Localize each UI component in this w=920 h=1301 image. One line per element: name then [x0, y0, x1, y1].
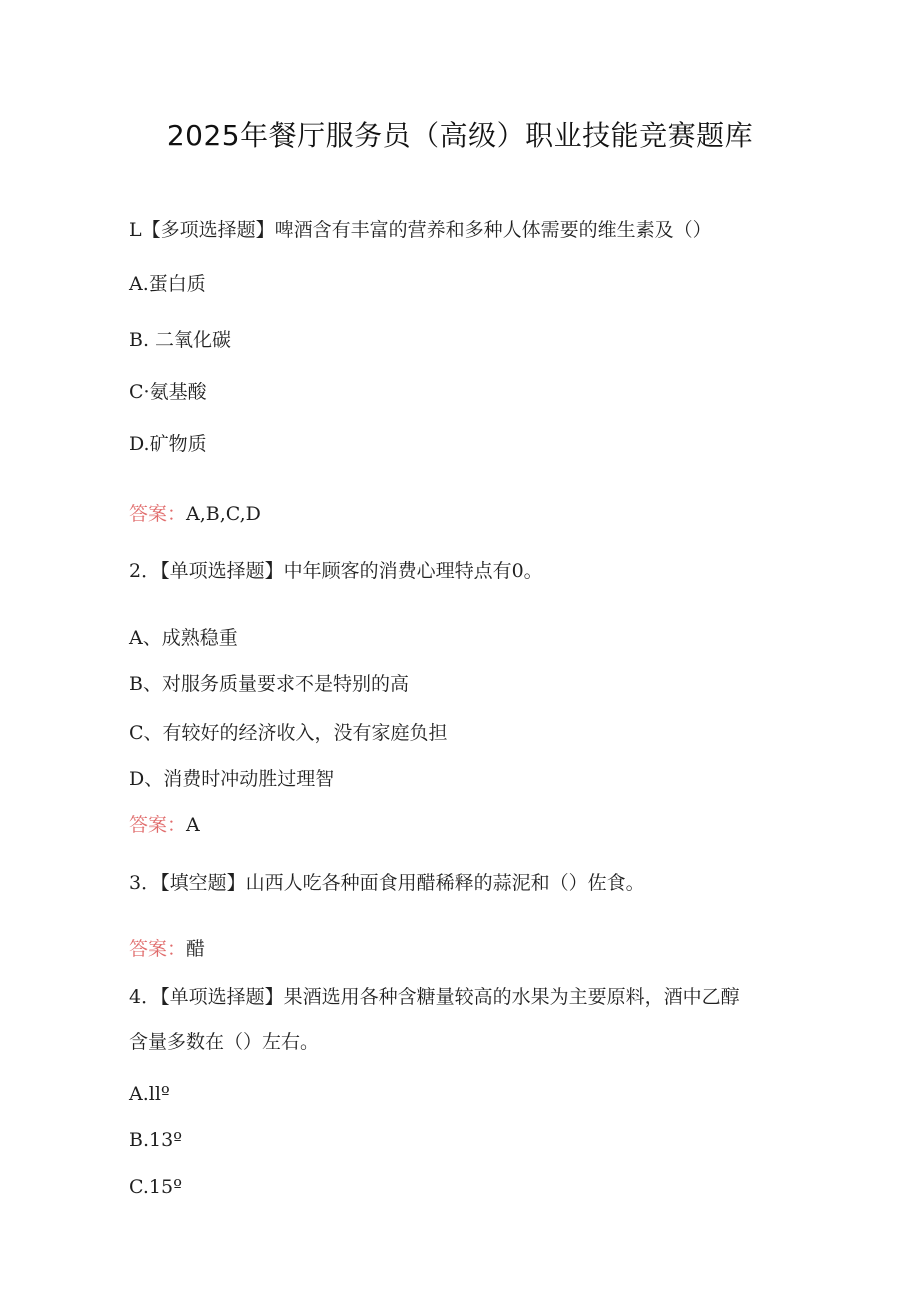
- question-4-option-a: A.llº: [129, 1083, 170, 1105]
- question-4-stem-line-1: 4．【单项选择题】果酒选用各种含糖量较高的水果为主要原料，酒中乙醇: [129, 986, 740, 1008]
- question-2-option-c: C、有较好的经济收入，没有家庭负担: [129, 722, 448, 744]
- question-2-stem: 2．【单项选择题】中年顾客的消费心理特点有0。: [129, 560, 543, 582]
- document-title: 2025年餐厅服务员（高级）职业技能竞赛题库: [166, 119, 754, 152]
- answer-label: 答案：: [129, 938, 187, 960]
- question-3-stem: 3．【填空题】山西人吃各种面食用醋稀释的蒜泥和（）佐食。: [129, 872, 645, 894]
- question-4-option-c: C.15º: [129, 1176, 183, 1198]
- answer-label: 答案：: [129, 503, 187, 525]
- question-1-option-b: B. 二氧化碳: [129, 329, 232, 351]
- answer-label: 答案：: [129, 814, 187, 836]
- question-1-option-c: C·氨基酸: [129, 381, 207, 403]
- answer-value: A: [186, 814, 200, 836]
- question-2-option-a: A、成熟稳重: [129, 627, 238, 649]
- question-4-stem-line-2: 含量多数在（）左右。: [129, 1031, 320, 1053]
- question-2-option-d: D、消费时冲动胜过理智: [129, 768, 335, 790]
- question-1-answer: [129, 500, 261, 528]
- question-4-option-b: B.13º: [129, 1129, 183, 1151]
- question-3-answer: [129, 935, 205, 963]
- question-2-option-b: B、对服务质量要求不是特别的高: [129, 673, 409, 695]
- answer-value: A,B,C,D: [186, 503, 261, 525]
- question-2-answer: [129, 811, 200, 839]
- question-1-option-d: D.矿物质: [129, 433, 207, 455]
- answer-value: 醋: [186, 938, 206, 960]
- question-1-option-a: A.蛋白质: [129, 273, 206, 295]
- question-1-stem: L【多项选择题】啤酒含有丰富的营养和多种人体需要的维生素及（）: [129, 219, 712, 241]
